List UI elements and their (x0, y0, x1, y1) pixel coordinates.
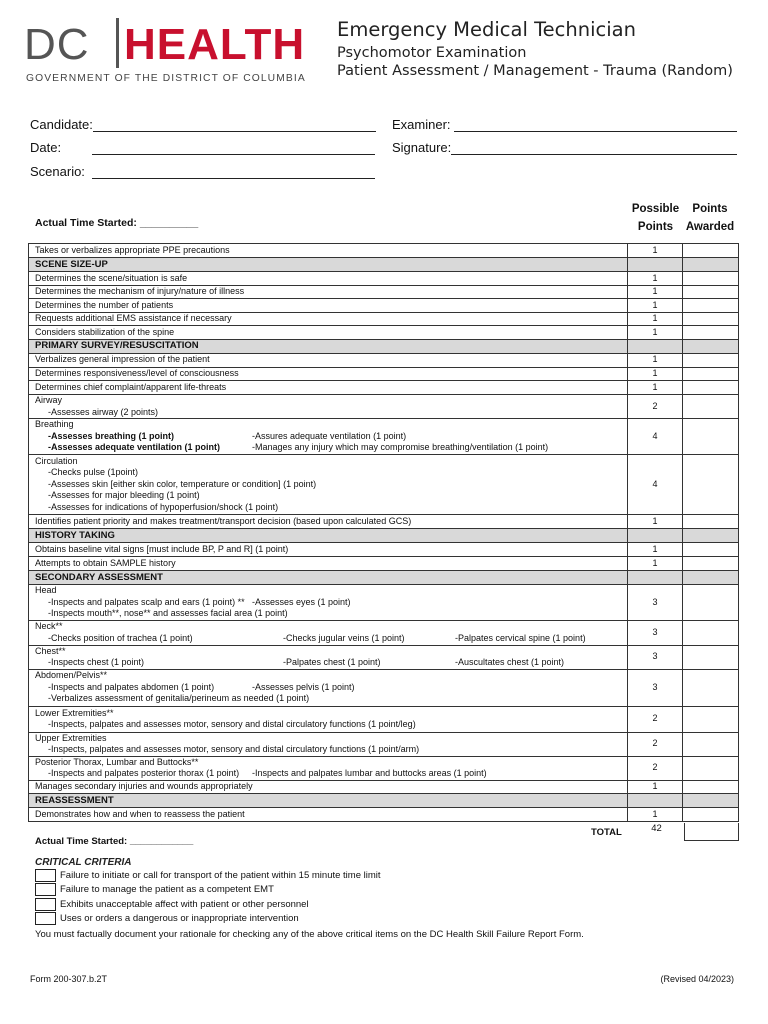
possible-points-cell: 4 (628, 419, 683, 455)
sub-criteria-line (35, 479, 627, 491)
item-title: Abdomen/Pelvis** (35, 670, 108, 681)
points-awarded-cell[interactable] (683, 395, 739, 419)
item-text: Determines responsiveness/level of consciousness (29, 367, 628, 381)
points-awarded-cell[interactable] (683, 756, 739, 780)
section-header-row (29, 571, 739, 585)
section-title: HISTORY TAKING (29, 529, 628, 543)
possible-points-cell: 1 (628, 808, 683, 822)
possible-points-cell (628, 529, 683, 543)
critical-criteria-title: CRITICAL CRITERIA (35, 857, 132, 868)
possible-points-cell: 1 (628, 244, 683, 258)
possible-points-cell (628, 339, 683, 353)
sub-criterion: -Manages any injury which may compromise breathing/ventilation (1 point) (252, 442, 549, 453)
possible-points-cell: 1 (628, 515, 683, 529)
item-title: Chest** (35, 645, 66, 656)
possible-points-cell (628, 258, 683, 272)
sub-criterion: -Assesses breathing (1 point) (48, 430, 175, 441)
table-row (29, 669, 739, 706)
signature-label: Signature: (392, 140, 452, 155)
item-title: Posterior Thorax, Lumbar and Buttocks** (35, 756, 199, 767)
sub-criterion: -Inspects, palpates and assesses motor, sensory and distal circulatory functions (1 point/leg) (48, 719, 416, 729)
item-text: Determines chief complaint/apparent life-threats (29, 381, 628, 395)
table-row (29, 732, 739, 756)
critical-checkbox[interactable] (35, 912, 56, 925)
possible-points-cell: 1 (628, 285, 683, 299)
possible-header-line1: Possible (631, 203, 680, 215)
item-title: Breathing (35, 419, 74, 430)
candidate-label: Candidate: (30, 117, 93, 132)
sub-criteria-line (35, 597, 627, 609)
possible-points-cell: 2 (628, 756, 683, 780)
total-awarded-box[interactable] (684, 823, 739, 841)
critical-item (35, 883, 274, 896)
table-row (29, 419, 739, 455)
sub-criterion: -Inspects and palpates abdomen (1 point) (48, 681, 215, 692)
sub-criterion: -Inspects and palpates scalp and ears (1 point) ** (48, 596, 245, 607)
section-header-row (29, 794, 739, 808)
possible-points-cell (628, 794, 683, 808)
total-label: TOTAL (591, 827, 622, 838)
possible-points-header (627, 200, 684, 236)
item-title: Head (35, 585, 57, 595)
candidate-line[interactable] (93, 118, 376, 132)
sub-criterion: -Checks pulse (1point) (48, 467, 139, 478)
item-title: Lower Extremities** (35, 707, 114, 718)
item-text: Attempts to obtain SAMPLE history (29, 557, 628, 571)
table-row (29, 645, 739, 669)
sub-criterion: -Assesses adequate ventilation (1 point) (48, 442, 221, 453)
date-label: Date: (30, 140, 62, 155)
points-awarded-cell (683, 339, 739, 353)
sub-criteria-line (35, 768, 627, 780)
sub-criterion: -Inspects and palpates posterior thorax (1 point) (48, 768, 240, 778)
points-awarded-cell[interactable] (683, 543, 739, 557)
signature-field[interactable] (392, 140, 737, 155)
item-text: Manages secondary injuries and wounds appropriately (29, 780, 628, 794)
total-points: 42 (651, 823, 662, 834)
possible-header-line2: Points (637, 221, 674, 233)
points-awarded-cell[interactable] (683, 367, 739, 381)
scenario-line[interactable] (92, 165, 375, 179)
sub-criterion: -Assesses pelvis (1 point) (252, 681, 355, 692)
possible-points-cell: 1 (628, 272, 683, 286)
possible-points-cell: 3 (628, 645, 683, 669)
possible-points-cell: 1 (628, 543, 683, 557)
section-header-row (29, 258, 739, 272)
table-row (29, 557, 739, 571)
critical-item (35, 869, 381, 882)
document-title: Emergency Medical Technician (337, 18, 636, 41)
sub-criteria-line (35, 719, 627, 731)
sub-criteria-line (35, 744, 627, 756)
critical-item-text: Exhibits unacceptable affect with patient or other personnel (60, 899, 309, 910)
scenario-field[interactable] (30, 164, 375, 179)
points-awarded-cell[interactable] (683, 515, 739, 529)
table-row (29, 706, 739, 732)
points-awarded-header (682, 200, 738, 236)
possible-points-cell: 1 (628, 312, 683, 326)
points-awarded-cell[interactable] (683, 732, 739, 756)
sub-criterion: -Inspects, palpates and assesses motor, sensory and distal circulatory functions (1 point/arm) (48, 744, 420, 754)
points-awarded-cell[interactable] (683, 244, 739, 258)
table-row (29, 515, 739, 529)
points-awarded-cell[interactable] (683, 645, 739, 669)
sub-criteria-line (35, 407, 627, 419)
points-awarded-cell[interactable] (683, 326, 739, 340)
possible-points-cell: 1 (628, 367, 683, 381)
logo-dc-text: DC (24, 20, 90, 69)
table-row (29, 543, 739, 557)
points-awarded-cell[interactable] (683, 353, 739, 367)
possible-points-cell: 3 (628, 620, 683, 645)
table-row (29, 381, 739, 395)
document-titles (337, 18, 733, 79)
date-field[interactable] (30, 140, 375, 155)
sub-criterion: -Assures adequate ventilation (1 point) (252, 430, 407, 441)
awarded-header-line1: Points (692, 203, 728, 215)
candidate-field[interactable] (30, 117, 376, 132)
sub-criterion: -Assesses airway (2 points) (48, 406, 159, 417)
points-awarded-cell (683, 258, 739, 272)
possible-points-cell: 2 (628, 395, 683, 419)
possible-points-cell: 3 (628, 585, 683, 621)
revised-date: (Revised 04/2023) (660, 974, 734, 984)
points-awarded-cell (683, 794, 739, 808)
possible-points-cell: 1 (628, 557, 683, 571)
examiner-label: Examiner: (392, 117, 451, 132)
item-text: Determines the scene/situation is safe (29, 272, 628, 286)
item-text: Demonstrates how and when to reassess the patient (29, 808, 628, 822)
points-awarded-cell[interactable] (683, 312, 739, 326)
possible-points-cell: 1 (628, 381, 683, 395)
dc-health-logo (24, 18, 309, 88)
section-title: SECONDARY ASSESSMENT (29, 571, 628, 585)
scenario-label: Scenario: (30, 164, 85, 179)
points-awarded-cell[interactable] (683, 285, 739, 299)
possible-points-cell (628, 571, 683, 585)
table-row (29, 299, 739, 313)
logo-health-text: HEALTH (124, 20, 306, 69)
scenario-title: Patient Assessment / Management - Trauma (Random) (337, 63, 733, 79)
item-title: Upper Extremities (35, 732, 107, 743)
item-text: Determines the mechanism of injury/nature of illness (29, 285, 628, 299)
item-title: Neck** (35, 621, 63, 631)
sub-criteria-line (35, 608, 627, 620)
table-row (29, 312, 739, 326)
sub-criteria-line (35, 442, 627, 454)
table-row (29, 326, 739, 340)
critical-item-text: Failure to initiate or call for transport of the patient within 15 minute time limit (60, 870, 381, 881)
possible-points-cell: 1 (628, 353, 683, 367)
table-row (29, 395, 739, 419)
section-header-row (29, 529, 739, 543)
points-awarded-cell[interactable] (683, 419, 739, 455)
points-awarded-cell[interactable] (683, 620, 739, 645)
possible-points-cell: 1 (628, 326, 683, 340)
logo-divider (116, 18, 119, 68)
item-title: Airway (35, 395, 63, 405)
awarded-header-line2: Awarded (685, 221, 735, 233)
critical-note: You must factually document your rationale for checking any of the above critical items on the DC Health Skill Failure Report Form. (35, 929, 584, 940)
form-number: Form 200-307.b.2T (30, 974, 108, 984)
sub-criterion: -Palpates cervical spine (1 point) (455, 632, 586, 643)
points-awarded-cell (683, 529, 739, 543)
item-text: Verbalizes general impression of the patient (29, 353, 628, 367)
sub-criterion: -Checks jugular veins (1 point) (283, 632, 405, 643)
sub-criterion: -Palpates chest (1 point) (283, 657, 381, 667)
critical-item-text: Uses or orders a dangerous or inappropriate intervention (60, 913, 299, 924)
possible-points-cell: 3 (628, 669, 683, 706)
table-row (29, 808, 739, 822)
item-text: Considers stabilization of the spine (29, 326, 628, 340)
table-row (29, 244, 739, 258)
points-awarded-cell[interactable] (683, 780, 739, 794)
sub-criterion: -Verbalizes assessment of genitalia/perineum as needed (1 point) (48, 693, 310, 704)
points-awarded-cell[interactable] (683, 272, 739, 286)
assessment-table (28, 243, 739, 822)
table-row (29, 272, 739, 286)
points-awarded-cell[interactable] (683, 381, 739, 395)
points-awarded-cell[interactable] (683, 557, 739, 571)
sub-criterion: -Auscultates chest (1 point) (455, 657, 565, 667)
section-title: SCENE SIZE-UP (29, 258, 628, 272)
possible-points-cell: 1 (628, 299, 683, 313)
points-awarded-cell[interactable] (683, 455, 739, 515)
points-awarded-cell[interactable] (683, 299, 739, 313)
sub-criterion: -Checks position of trachea (1 point) (48, 632, 193, 643)
sub-criteria-line (35, 682, 627, 694)
sub-criterion: -Inspects mouth**, nose** and assesses facial area (1 point) (48, 608, 288, 618)
section-title: REASSESSMENT (29, 794, 628, 808)
actual-time-started-end: Actual Time Started: ____________ (35, 836, 194, 847)
examiner-line[interactable] (454, 118, 737, 132)
sub-criteria-line (35, 502, 627, 514)
item-title: Circulation (35, 455, 78, 466)
item-text: Requests additional EMS assistance if necessary (29, 312, 628, 326)
sub-criteria-line (35, 657, 627, 669)
points-awarded-cell[interactable] (683, 706, 739, 732)
possible-points-cell: 2 (628, 706, 683, 732)
sub-criterion: -Assesses for major bleeding (1 point) (48, 490, 200, 501)
section-header-row (29, 339, 739, 353)
item-text: Obtains baseline vital signs [must include BP, P and R] (1 point) (29, 543, 628, 557)
table-row (29, 285, 739, 299)
sub-criteria-line (35, 693, 627, 705)
table-row (29, 620, 739, 645)
sub-criteria-line (35, 467, 627, 479)
signature-line[interactable] (451, 141, 737, 155)
critical-checkbox[interactable] (35, 898, 56, 911)
table-row (29, 367, 739, 381)
possible-points-cell: 1 (628, 780, 683, 794)
sub-criteria-line (35, 490, 627, 502)
critical-checkbox[interactable] (35, 883, 56, 896)
sub-criterion: -Assesses skin [either skin color, temperature or condition] (1 point) (48, 478, 317, 489)
table-row (29, 780, 739, 794)
item-text: Determines the number of patients (29, 299, 628, 313)
points-awarded-cell (683, 571, 739, 585)
table-row (29, 585, 739, 621)
sub-criterion: -Inspects and palpates lumbar and buttocks areas (1 point) (252, 768, 487, 778)
sub-criteria-line (35, 633, 627, 645)
logo-government-text: GOVERNMENT OF THE DISTRICT OF COLUMBIA (26, 73, 306, 84)
table-row (29, 756, 739, 780)
possible-points-cell: 2 (628, 732, 683, 756)
sub-criterion: -Assesses eyes (1 point) (252, 596, 351, 607)
points-awarded-cell[interactable] (683, 808, 739, 822)
possible-points-cell: 4 (628, 455, 683, 515)
critical-item (35, 898, 309, 911)
examiner-field[interactable] (392, 117, 737, 132)
table-row (29, 455, 739, 515)
document-subtitle: Psychomotor Examination (337, 45, 527, 61)
section-title: PRIMARY SURVEY/RESUSCITATION (29, 339, 628, 353)
sub-criterion: -Inspects chest (1 point) (48, 657, 145, 667)
table-row (29, 353, 739, 367)
points-awarded-cell[interactable] (683, 669, 739, 706)
critical-checkbox[interactable] (35, 869, 56, 882)
sub-criterion: -Assesses for indications of hypoperfusion/shock (1 point) (48, 501, 279, 512)
item-text: Identifies patient priority and makes treatment/transport decision (based upon calculated GCS) (29, 515, 628, 529)
critical-item (35, 912, 299, 925)
item-text: Takes or verbalizes appropriate PPE precautions (29, 244, 628, 258)
points-awarded-cell[interactable] (683, 585, 739, 621)
critical-item-text: Failure to manage the patient as a competent EMT (60, 884, 274, 895)
sub-criteria-line (35, 431, 627, 443)
actual-time-started: Actual Time Started: __________ (35, 217, 199, 229)
date-line[interactable] (92, 141, 375, 155)
